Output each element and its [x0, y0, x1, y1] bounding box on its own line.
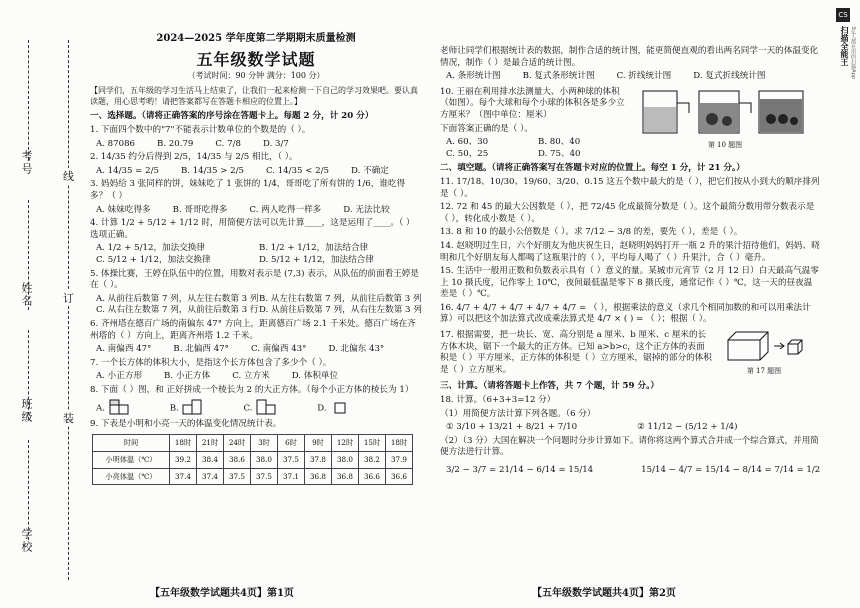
- question-13: 13. 8 和 10 的最小公倍数是（ ）。求 7/12 − 3/8 的差，要先（ ），差是（ ）。: [440, 227, 743, 238]
- question-9-options: [446, 71, 820, 83]
- option-a: A. 南偏西 47°: [96, 344, 152, 355]
- section-3-heading: 三、计算。（请将答题卡上作答，共 7 个题，计 59 分。）: [440, 381, 659, 392]
- question-3-options: [96, 205, 422, 217]
- option-a: A. 87086: [96, 138, 136, 149]
- section-2-heading: 二、填空题。（请将正确答案写在答题卡对应的位置上。每空 1 分，计 21 分。）: [440, 163, 745, 174]
- question-10: 10. 王丽在利用排水法测量大、小两种球的体积（如图）。每个大球和每个小球的体积各是多少立方厘米？（图中单位：厘米）: [440, 86, 625, 120]
- question-4: 4. 计算 1/2 + 5/12 + 1/12 时，用简便方法可以先计算____，这是运用了____。（ ）选项正确。: [90, 218, 415, 240]
- class-label: 班级: [20, 398, 33, 424]
- page-1: [90, 32, 422, 608]
- question-18-2: （2）（3 分）大国在解决一个问题时分步计算如下。请你将这两个算式合并成一个综合算式，并用简便方法进行计算。: [440, 435, 819, 458]
- question-18: 18. 计算。（6+3+3=12 分）: [440, 395, 556, 406]
- question-17-block: [440, 328, 820, 378]
- question-4-options: [96, 243, 422, 266]
- table-cell: 38.6: [224, 451, 251, 468]
- question-2-options: [96, 166, 422, 178]
- question-12: 12. 72 和 45 的最大公因数是（ ），把 72/45 化成最简分数是（ ）。这个最简分数用带分数表示是（ ），转化成小数是（ ）。: [440, 202, 815, 224]
- calc-step-1: 3/2 − 3/7 = 21/14 − 6/14 = 15/14: [446, 465, 594, 475]
- option-d: D. 3/7: [262, 138, 289, 149]
- name-line: [28, 200, 29, 310]
- option-b: B. 20.79: [157, 138, 194, 149]
- option-d: D. 北偏东 43°: [328, 344, 385, 355]
- table-cell: 36.8: [332, 468, 359, 485]
- beakers-illustration-icon: [637, 85, 813, 137]
- option-d: D. 不确定: [350, 165, 389, 176]
- option-c: C. 立方米: [232, 371, 270, 382]
- option-c: C. 两人吃得一样多: [249, 204, 322, 215]
- table-header-cell: 9时: [305, 435, 332, 452]
- option-c: C.: [243, 399, 277, 417]
- watermark-subtitle: 3亿人都在用的扫描App: [850, 26, 856, 79]
- question-6-options: [96, 344, 422, 356]
- question-2: 2. 14/35 约分后得到 2/5，14/35 与 2/5 相比，（ ）。: [90, 152, 298, 163]
- option-b: B. 从左往右数第 7 列，从前往后数第 3 列: [259, 293, 422, 304]
- option-d: D. 5/12 + 1/12，加法结合律: [259, 255, 374, 266]
- option-a: A.: [96, 399, 130, 417]
- option-c: C. 南偏西 43°: [250, 344, 307, 355]
- question-15: 15. 生活中一般用正数和负数表示具有（ ）意义的量。某城市元宵节（2 月 12 日）白天最高气温零上 10 摄氏度，记作零上 10℃，夜间最低温是零下 8 摄氏度，通常记作（ ）℃，这一天的昼夜温差是（ ）℃。: [440, 266, 819, 300]
- table-cell: 37.9: [386, 451, 413, 468]
- table-cell: 38.0: [332, 451, 359, 468]
- table-header-cell: 12时: [332, 435, 359, 452]
- table-cell: 38.4: [197, 451, 224, 468]
- option-c: C. 从右往左数第 7 列，从前往后数第 3 行: [96, 305, 259, 316]
- question-8-options: [96, 399, 422, 417]
- option-c: C. 50、25: [446, 148, 489, 159]
- option-a: A. 60、30: [446, 137, 489, 148]
- option-c: C. 7/8: [215, 138, 241, 149]
- table-header-cell: 3时: [251, 435, 278, 452]
- figure-10: [630, 85, 820, 161]
- question-11: 11. 17/18、10/30、19/60、3/20、0.15 这五个数中最大的是（ ），把它们按从小到大的顺序排列是（ ）。: [440, 176, 820, 199]
- question-14: 14. 赵晓明过生日，六个好朋友为他庆祝生日，赵晓明妈妈打开一瓶 2 升的果汁招待他们，妈妈、晓明和几个好朋友每人都喝了这瓶果汁的（ ），平均每人喝了（ ）升果汁，合（ ）毫升。: [440, 240, 820, 263]
- question-5: 5. 体操比赛，王婷在队伍中的位置，用数对表示是 (7,3) 表示，从队伍的前面看王婷是在（ ）。: [90, 268, 419, 291]
- exam-number-line: [28, 40, 29, 160]
- question-9-continued: 老师让同学们根据统计表的数据，制作合适的统计图，能更简便直观的看出两名同学一天的体温变化情况，制作（ ）是最合适的统计图。: [440, 46, 819, 68]
- school-line: [28, 440, 29, 540]
- figure-10-caption: 第 10 题图: [707, 141, 743, 150]
- table-cell: 39.2: [170, 451, 197, 468]
- student-name-label: 姓名: [20, 282, 33, 308]
- cube-stack-c-icon: [255, 399, 277, 417]
- school-label: 学校: [20, 528, 33, 554]
- table-cell: 小明体温（℃）: [93, 451, 170, 468]
- option-c: C. 14/35 < 2/5: [265, 165, 329, 176]
- table-header-cell: 24时: [224, 435, 251, 452]
- option-d: D. 复式折线统计图: [693, 71, 766, 82]
- question-17: 17. 根据需要，把一块长、宽、高分别是 a 厘米、b 厘米、c 厘米的长方体木块，锯下一个最大的正方体。已知 a>b>c，这个正方体的表面积是（ ）平方厘米，正方体的体积是（ ）立方厘米，锯掉的部分的体积是（ ）立方厘米。: [440, 330, 712, 375]
- option-d: D. 无法比较: [343, 204, 390, 215]
- option-a: A. 从前往后数第 7 列，从左往右数第 3 列: [96, 293, 259, 304]
- scanner-watermark: [830, 0, 860, 170]
- page-2: [440, 44, 820, 608]
- question-7: 7. 一个长方体的体积大小，是指这个长方体包含了多少个（ ）。: [90, 357, 332, 368]
- cube-stack-d-icon: [329, 399, 351, 417]
- option-c: C. 5/12 + 1/12，加法交换律: [96, 255, 211, 266]
- option-b: B. 复式条形统计图: [522, 71, 595, 82]
- option-a: A. 妹妹吃得多: [96, 204, 151, 215]
- table-header-cell: 6时: [278, 435, 305, 452]
- table-cell: 37.1: [278, 468, 305, 485]
- temperature-table: [92, 434, 413, 485]
- question-1-options: [96, 139, 422, 151]
- section-1-heading: 一、选择题。（请将正确答案的序号涂在答题卡上。每题 2 分，计 20 分）: [90, 111, 374, 122]
- question-18-1-items: [446, 422, 820, 434]
- option-b: B.: [170, 399, 204, 417]
- option-c: C. 折线统计图: [616, 71, 672, 82]
- cube-stack-a-icon: [108, 399, 130, 417]
- question-3: 3. 妈妈给 3 张同样的饼，妹妹吃了 1 张饼的 1/4，哥哥吃了所有饼的 1/6，谁吃得多？（ ）: [90, 179, 406, 202]
- option-b: B. 80、40: [538, 137, 581, 148]
- option-b: B. 北偏西 47°: [173, 344, 229, 355]
- cuboid-illustration-icon: [724, 328, 804, 362]
- option-b: B. 14/35 > 2/5: [180, 165, 244, 176]
- seal-mark-line: 线: [63, 170, 74, 183]
- table-cell: 38.2: [359, 451, 386, 468]
- binding-margin: [0, 0, 95, 608]
- question-10-options: [446, 137, 630, 160]
- figure-17-caption: 第 17 题图: [746, 366, 782, 375]
- exam-title: 五年级数学试题: [196, 49, 316, 69]
- option-b: B. 哥哥吃得多: [172, 204, 228, 215]
- table-cell: 38.0: [251, 451, 278, 468]
- figure-17: [712, 328, 816, 378]
- question-10-block: [440, 85, 820, 161]
- question-6: 6. 齐州塔在德百广场的南偏东 47° 方向上，距离德百广场 2.1 千米处。德百广场在齐州塔的（ ）方向上，距离齐州塔 1.2 千米。: [90, 318, 416, 341]
- option-d: D.: [317, 399, 351, 417]
- table-cell: 37.5: [278, 451, 305, 468]
- table-cell: 37.5: [224, 468, 251, 485]
- option-d: D. 从前往后数第 7 列，从右往左数第 3 列: [259, 305, 422, 316]
- seal-mark-pack: 装: [63, 412, 74, 425]
- exam-number-label: 考号: [20, 150, 33, 176]
- exam-meta: （考试时间：90 分钟 满分：100 分）: [187, 71, 325, 81]
- option-a: A. 1/2 + 5/12，加法交换律: [96, 243, 206, 254]
- table-cell: 36.8: [305, 468, 332, 485]
- option-d: D. 体积单位: [291, 371, 339, 382]
- class-line: [28, 330, 29, 420]
- calc-item-2: ② 11/12 − (5/12 + 1/4): [637, 422, 738, 433]
- table-header-cell: 时间: [93, 435, 170, 452]
- cube-stack-b-icon: [181, 399, 203, 417]
- question-7-options: [96, 371, 422, 383]
- question-18-2-steps: [446, 465, 820, 477]
- watermark-title: 扫描全能王: [840, 26, 849, 66]
- question-9: 9. 下表是小明和小亮一天的体温变化情况统计表。: [90, 418, 282, 429]
- table-cell: 小亮体温（℃）: [93, 468, 170, 485]
- table-cell: 37.4: [170, 468, 197, 485]
- table-row: [93, 468, 413, 485]
- question-1: 1. 下面四个数中的"7"不能表示计数单位的个数是的（ ）。: [90, 125, 311, 136]
- page-1-footer: 【五年级数学试题共4页】第1页: [150, 587, 294, 599]
- table-header-cell: 18时: [170, 435, 197, 452]
- page-2-footer: 【五年级数学试题共4页】第2页: [532, 587, 676, 599]
- question-16: 16. 4/7 + 4/7 + 4/7 + 4/7 + 4/7 = （ ），根据乘法的意义（求几个相同加数的和可以用乘法计算）可以把这个加法算式改成乘法算式是 4/7 × ( ) = （ ）；根据（ ）。: [440, 302, 811, 325]
- table-header-row: [93, 435, 413, 452]
- table-cell: 37.4: [197, 468, 224, 485]
- option-a: A. 条形统计图: [446, 71, 501, 82]
- table-header-cell: 18时: [386, 435, 413, 452]
- instructions-note: 【同学们，五年级的学习生活马上结束了，让我们一起来检测一下自己的学习效果吧。要认真读题，用心思考哟！请把答案都写在答题卡相应的位置上。】: [90, 85, 418, 106]
- table-cell: 36.6: [359, 468, 386, 485]
- table-header-cell: 15时: [359, 435, 386, 452]
- table-cell: 36.6: [386, 468, 413, 485]
- calc-step-2: 15/14 − 4/7 = 15/14 − 8/14 = 7/14 = 1/2: [641, 465, 821, 475]
- option-b: B. 1/2 + 1/12，加法结合律: [259, 243, 369, 254]
- table-cell: 37.5: [251, 468, 278, 485]
- option-a: A. 小正方形: [96, 371, 143, 382]
- seal-mark-bind: 订: [63, 292, 74, 305]
- question-8: 8. 下面（ ）图，和 正好拼成一个棱长为 2 的大正方体。（每个小正方体的棱长为 1）: [90, 384, 414, 395]
- question-10-prompt: 下面答案正确的是（ ）。: [440, 123, 533, 134]
- option-d: D. 75、40: [538, 148, 581, 159]
- question-10-text: [440, 85, 630, 161]
- option-b: B. 小正方体: [164, 371, 211, 382]
- camscanner-logo-icon: CS: [836, 8, 850, 22]
- option-a: A. 14/35 = 2/5: [96, 165, 159, 176]
- seal-line: [68, 40, 69, 580]
- question-5-options: [96, 294, 422, 317]
- question-18-1: （1）用简便方法计算下列各题。（6 分）: [440, 408, 596, 419]
- table-row: [93, 451, 413, 468]
- table-cell: 37.8: [305, 451, 332, 468]
- exam-term-title: 2024—2025 学年度第二学期期末质量检测: [156, 33, 356, 44]
- table-header-cell: 21时: [197, 435, 224, 452]
- calc-item-1: ① 3/10 + 13/21 + 8/21 + 7/10: [446, 422, 578, 433]
